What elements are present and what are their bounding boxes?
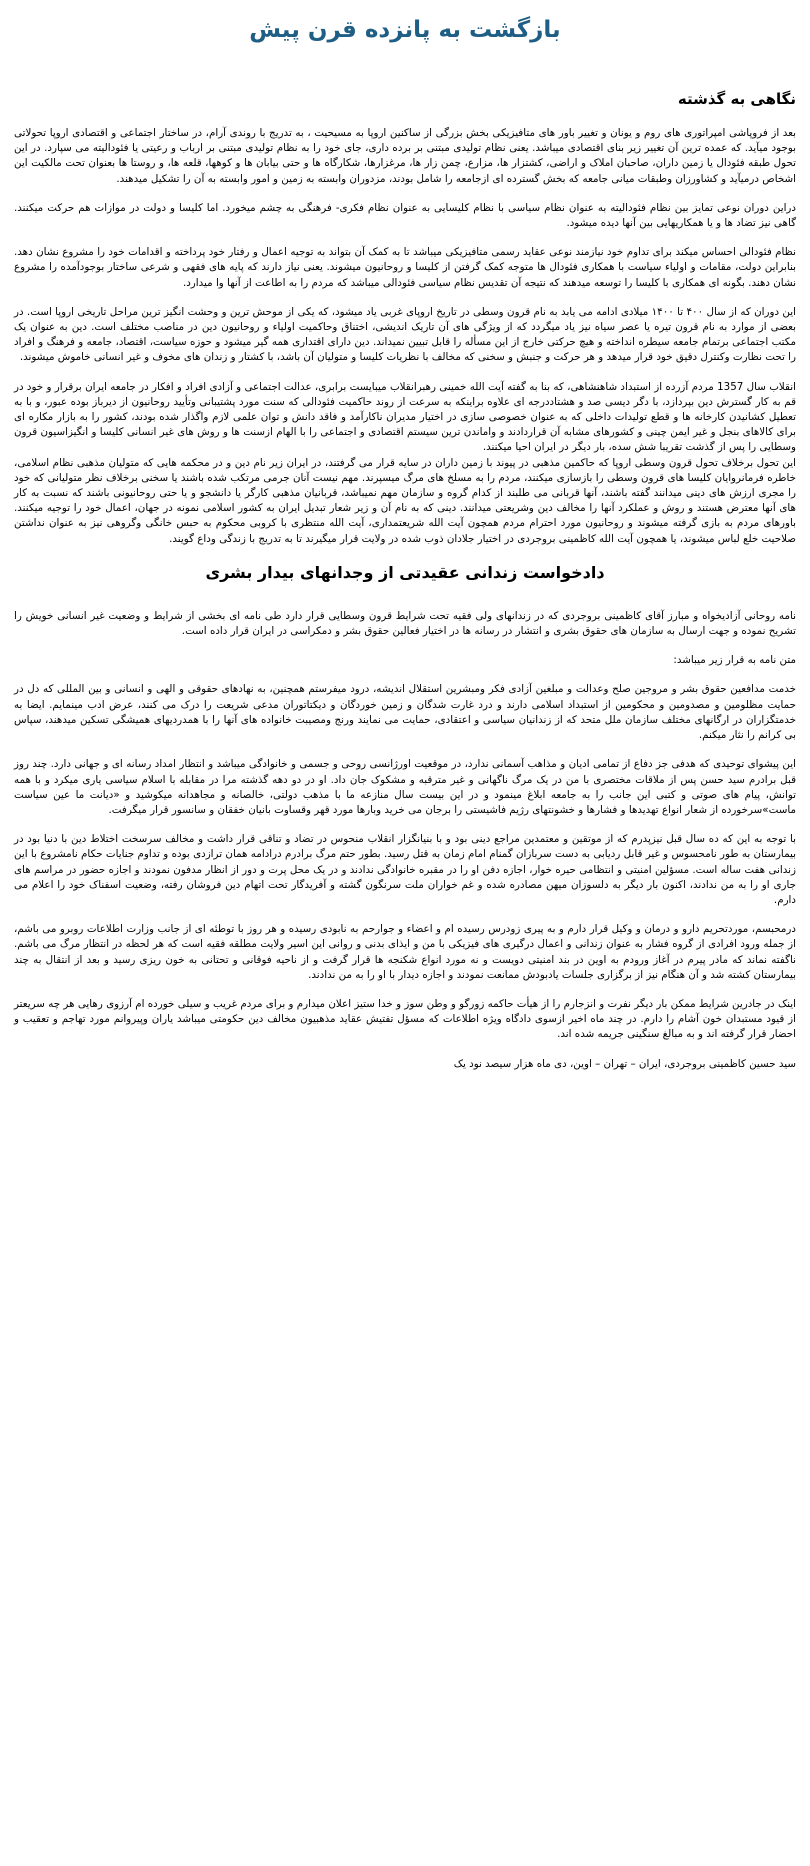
document-page bbox=[14, 0, 796, 1072]
signature: سید حسین کاظمینی بروجردی، ایران – تهران – اوین، دی ماه هزار سیصد نود یک bbox=[453, 1057, 796, 1070]
paragraph: این دوران که از سال ۴۰۰ تا ۱۴۰۰ میلادی ادامه می یابد به نام قرون وسطی در تاریخ اروپای غربی یاد میشود، که یکی از موحش ترین و وحشت انگیز ترین مراحل تاریخی اروپا است. در بعضی از موارد به نام قرون تیره یا عصر سیاه نیز یاد میگردد که از ویژگی های آن تاریک اندیشی، اختناق وحاکمیت اولیاء و روحانیون دین در مناصب مختلف است. دین به عنوان یک مکتب اجتماعی برتمام جامعه سیطره انداخته و هیچ حرکتی خارج از این مسأله را قابل تبیین نمیداند. دین دارای اقتداری همه گیر میشود و حوزه سیاست، اقتصاد، جامعه و فرهنگ و افراد را تحت نظارت وکنترل دقیق خود قرار میدهد و هر حرکت و جنبش و سخنی که مخالف با نظریات کلیسا و متولیان آن باشد، با کشتار و زندان های مخوف و غیر انسانی خاموش میشوند. bbox=[14, 305, 796, 364]
page-title: بازگشت به پانزده قرن پیش bbox=[249, 17, 561, 43]
paragraph: دراین دوران نوعی تمایز بین نظام فئودالیته به عنوان نظام سیاسی با نظام کلیسایی به عنوان نظام فکری- فرهنگی به چشم میخورد. اما کلیسا و دولت در موازات هم حرکت میکنند. گاهی نیز تضاد ها و یا همکاریهایی بین آنها دیده میشود. bbox=[14, 201, 796, 230]
petition-section bbox=[14, 609, 796, 1072]
paragraph: این پیشوای توحیدی که هدفی جز دفاع از تمامی ادیان و مذاهب آسمانی ندارد، در موقعیت اورژانسی روحی و جسمی و خانوادگی میباشد و انتظار امداد رسانه ای و جهانی دارد. چند روز قبل برادرم سید حسن پس از ملاقات مختصری با من در یک مرگ ناگهانی و غیر مترقبه و مشکوک جان داد. او در دو دهه گذشته مرا در مقابله با اسلام سیاسی یاری میکرد و با همه توانش، پیام های صوتی و کتبی این جانب را به جامعه ابلاغ مینمود و در این بیست سال منازعه ما با مذهب دولتی، خالصانه و مجاهدانه میکوشید و «دیانت ما عین سیاست ماست»سرخورده از شعار انواع تهدیدها و فشارها و خشونتهای رژیم فاشیستی را برجان می خرید وبارها مورد قهر وقساوت بانیان خفقان و سانسور قرار میگرفت. bbox=[14, 758, 796, 816]
section-heading-petition: دادخواست زندانی عقیدتی از وجدانهای بیدار بشری bbox=[205, 562, 605, 582]
paragraph: انقلاب سال 1357 مردم آزرده از استبداد شاهنشاهی، که بنا به گفته آیت الله خمینی رهبرانقلاب میبایست برابری، عدالت اجتماعی و آزادی افراد و افکار در جامعه ایران برقرار و خود در قم به کار گسترش دین بپردازد، با دگر دیسی صد و هشتاددرجه ای علاوه براینکه به سرعت از روند حاکمیت فئودالی که سنت مورد پشتیبانی وتأیید روحانیون از دیرباز بوده عبور، و با به تعطیل کشانیدن کارخانه ها و قطع تولیدات داخلی که به عنوان خصوصی سازی در اختیار مدیران ناکارآمد و فاقد دانش و توان علمی لازم واگذار شده بودند، کشور را به بازار مکاره ای برای کالاهای بنجل و غیر ایمن چینی و کشورهای مشابه آن قراردادند و واماندن ترین سیستم اقتصادی و اجتماعی را با الهام ازسنت ها و روش های غیر انسانی کلیسا و انگیزاسیون قرون وسطایی را پس از گذشت تقریبا شش سده، بار دیگر در ایران احیا میکنند. bbox=[14, 380, 796, 454]
paragraph: با توجه به این که ده سال قبل نیزپدرم که از موتقین و معتمدین مراجع دینی بود و با بنیانگزار انقلاب منحوس در تضاد و تناقی قرار داشت و مخالف سرسخت اختلاط دین با دنیا بود در بیمارستان به طور نامحسوس و غیر قابل ردیابی به دست سربازان گمنام امام زمان به قتل رسید. بطور حتم مرگ برادرم درادامه همان ترازدی بوده و تداوم جنایات حکام نامشروع با این زندانی هفت ساله است. مسؤلین امنیتی و انتظامی حیره خوار، اجازه دفن او را در مقبره خانوادگی ندادند و در یک محل پرت و دور از انظار مدفون نمودند و اجازه حضور در مراسم های جاری او را به من ندادند، اکنون بار دیگر به دلسوزان میهن مصادره شده و غم خواران ملت سرنگون گشته و آفریدگار تحت اتهام دین فروشان رفته، وضعیت اسفناک خود را اعلام می دارم. bbox=[14, 833, 796, 906]
paragraph: نامه روحانی آزادیخواه و مبارز آقای کاظمینی بروجردی که در زندانهای ولی فقیه تحت شرایط قرون وسطایی قرار دارد طی نامه ای بخشی از شرایط و وضعیت غیر انسانی خویش را تشریح نموده و جهت ارسال به سازمان های حقوق بشری و انتشار در رسانه ها در اختیار فعالین حقوق بشر و دمکراسی در ایران قرار داده است. bbox=[14, 609, 796, 638]
section-heading-history: نگاهی به گذشته bbox=[677, 90, 796, 108]
paragraph: خدمت مدافعین حقوق بشر و مروجین صلح وعدالت و مبلغین آزادی فکر ومبشرین استقلال اندیشه، درود میفرستم همچنین، به نهادهای حقوقی و الهی و انسانی و بین المللی که دل در حمایت مظلومین و مصدومین و محکومین از استبداد اسلامی دارند و درد غارت شدگان و زمین خوردگان و دیکتاتوران مدعی شریعت را درک می کنند، عرض ادب مینمایم. ایضا به خدمتگزاران در ارگانهای مختلف سازمان ملل متحد که از زندانیان سیاسی و اعتقادی، حمایت می نمایند ورنج ومصیبت خانواده های آنها را با همدردیهای همیشگی تسکین میدهند، سپاس بی کرانم را نثار میکنم. bbox=[14, 683, 796, 742]
paragraph: این تحول برخلاف تحول قرون وسطی اروپا که حاکمین مذهبی در پیوند با زمین داران در سایه قرار می گرفتند، در ایران زیر نام دین و در محکمه هایی که متولیان مذهبی نظام اسلامی، خاطره فرمانروایان کلیسا های قرون وسطی را بازسازی میکنند، مردم را به مسلخ های مرگ میسپرند. مهم نیست آنان جرمی مرتکب شده باشند یا سخنی برخلاف نظر متولیانی که خود را مجری ارزش های دینی میدانند گفته باشند، آنها قربانی می طلبند از کدام گروه و سازمان مهم نمیباشد، قربانیان مذهبی کارگر یا دانشجو و یا حتی روحانیونی باشند که نسبت به کار های آنها معترض هستند و روش و عملکرد آنها را مخالف دین وشریعتی میدانند. دینی که به نام آن و زیر شعار تبدیل ایران به کشور اسلامی نمونه در جهان، اعمال خود را توجیه میکنند. باورهای مردم به بازی گرفته میشوند و روحانیون مورد احترام مردم همچون آیت الله شریعتمداری، آیت الله منتظری با کروبی محکوم به حبس خانگی وگروهی نیز به عنوان نداشتن صلاحیت خلع لباس میشوند، یا همچون آیت الله کاظمینی بروجردی در اختیار جلادان ذوب شده در ولایت قرار میگیرند تا به تدریج با زندگی وداع گویند. bbox=[14, 456, 796, 545]
paragraph: درمحبسم، موردتحریم دارو و درمان و وکیل قرار دارم و به پیری زودرس رسیده ام و اعضاء و جوارحم به نابودی رسیده و هر روز با توطئه ای از جانب وزارت اطلاعات روبرو می باشم، از جمله ورود افرادی از گروه فشار به عنوان زندانی و اعمال درگیری های فیزیکی با من و ایذای بدنی و روانی این اسیر ولایت مطلقه فقیه است که هر لحظه در انتظار مرگ می باشم. ناگفته نماند که مادر پیرم در آغاز ورودم به اوین در بند امنیتی دویست و نه مورد انواع شکنجه ها قرار گرفت و از ناحیه فوقانی و تحتانی به خون ریزی رسید و بعد از انتقال به چند بیمارستان کشته شد و آن هنگام نیز از برگزاری جلسات یادبودش ممانعت نمودند و اجازه دیدار با او را به من ندادند. bbox=[14, 923, 796, 981]
paragraph: متن نامه به قرار زیر میباشد: bbox=[673, 654, 796, 667]
paragraph: نظام فئودالی احساس میکند برای تداوم خود نیازمند نوعی عقاید رسمی متافیزیکی میباشد تا به کمک آن بتواند به توجیه اعمال و رفتار خود پرداخته و اقدامات خود را مشروع نشان دهد. بنابراین دولت، مقامات و اولیاء سیاست با همکاری فئودال ها متوجه کمک گرفتن از کلیسا و روحانیون میشوند. یعنی نیاز دارند که پایه های فقهی و شرعی ساختار بوجودآمده را مشروع نشان دهند. بگونه ای همکاری با کلیسا را توسعه میدهند که نتیجه آن تقدیس نظام سیاسی فئودالی میباشد که مردم را به اطاعت از آنها وا میدارد. bbox=[14, 246, 796, 289]
history-section bbox=[14, 126, 796, 547]
paragraph: اینک در جادرین شرایط ممکن بار دیگر نفرت و انزجارم را از هیأت حاکمه زورگو و وطن سوز و خدا ستیز اعلان میدارم و برای مردم غریب و سیلی خورده ام آرزوی رهایی هر چه سریعتر از قیود مستبدان خون آشام را دارم. در چند ماه اخیر ازسوی دادگاه ویژه اطلاعات که مسؤل تفتیش عقاید مذهبیون مخالف دین حکومتی میباشد یاران وپیروانم مورد تهاجم و تعقیب و احضار قرار گرفته اند و به مبالغ سنگینی جریمه شده اند. bbox=[14, 997, 796, 1041]
paragraph: بعد از فروپاشی امپراتوری های روم و یونان و تغییر باور های متافیزیکی بخش بزرگی از ساکنین اروپا به مسیحیت ، به تدریج با روندی آرام، در ساختار اجتماعی و اقتصادی اروپا تحولاتی بوجود میآید. که عمده ترین آن تغییر زیر بنای اقتصادی میباشد. یعنی نظام تولیدی مبتنی بر برده داری، جای خود را به نظام تولیدی مبتنی بر ارباب و رعیتی یا فئودالیته می سپارد. در این تحول طبقه فئودال یا زمین داران، صاحبان املاک و اراضی، کشتزار ها، مزارع، چمن زار ها، مرغزارها، شکارگاه ها و حتی بیابان ها و کوهها، قلعه ها، و روستا ها بعنوان تحت مالکیت این اشخاص درمیآید و کشاورزان وطبقات میانی جامعه که بخش گسترده ای ازجامعه را شامل بودند، مزدوران وابسته به زمین و امور وابسته به آن را تشکیل میدهند. bbox=[14, 127, 796, 185]
